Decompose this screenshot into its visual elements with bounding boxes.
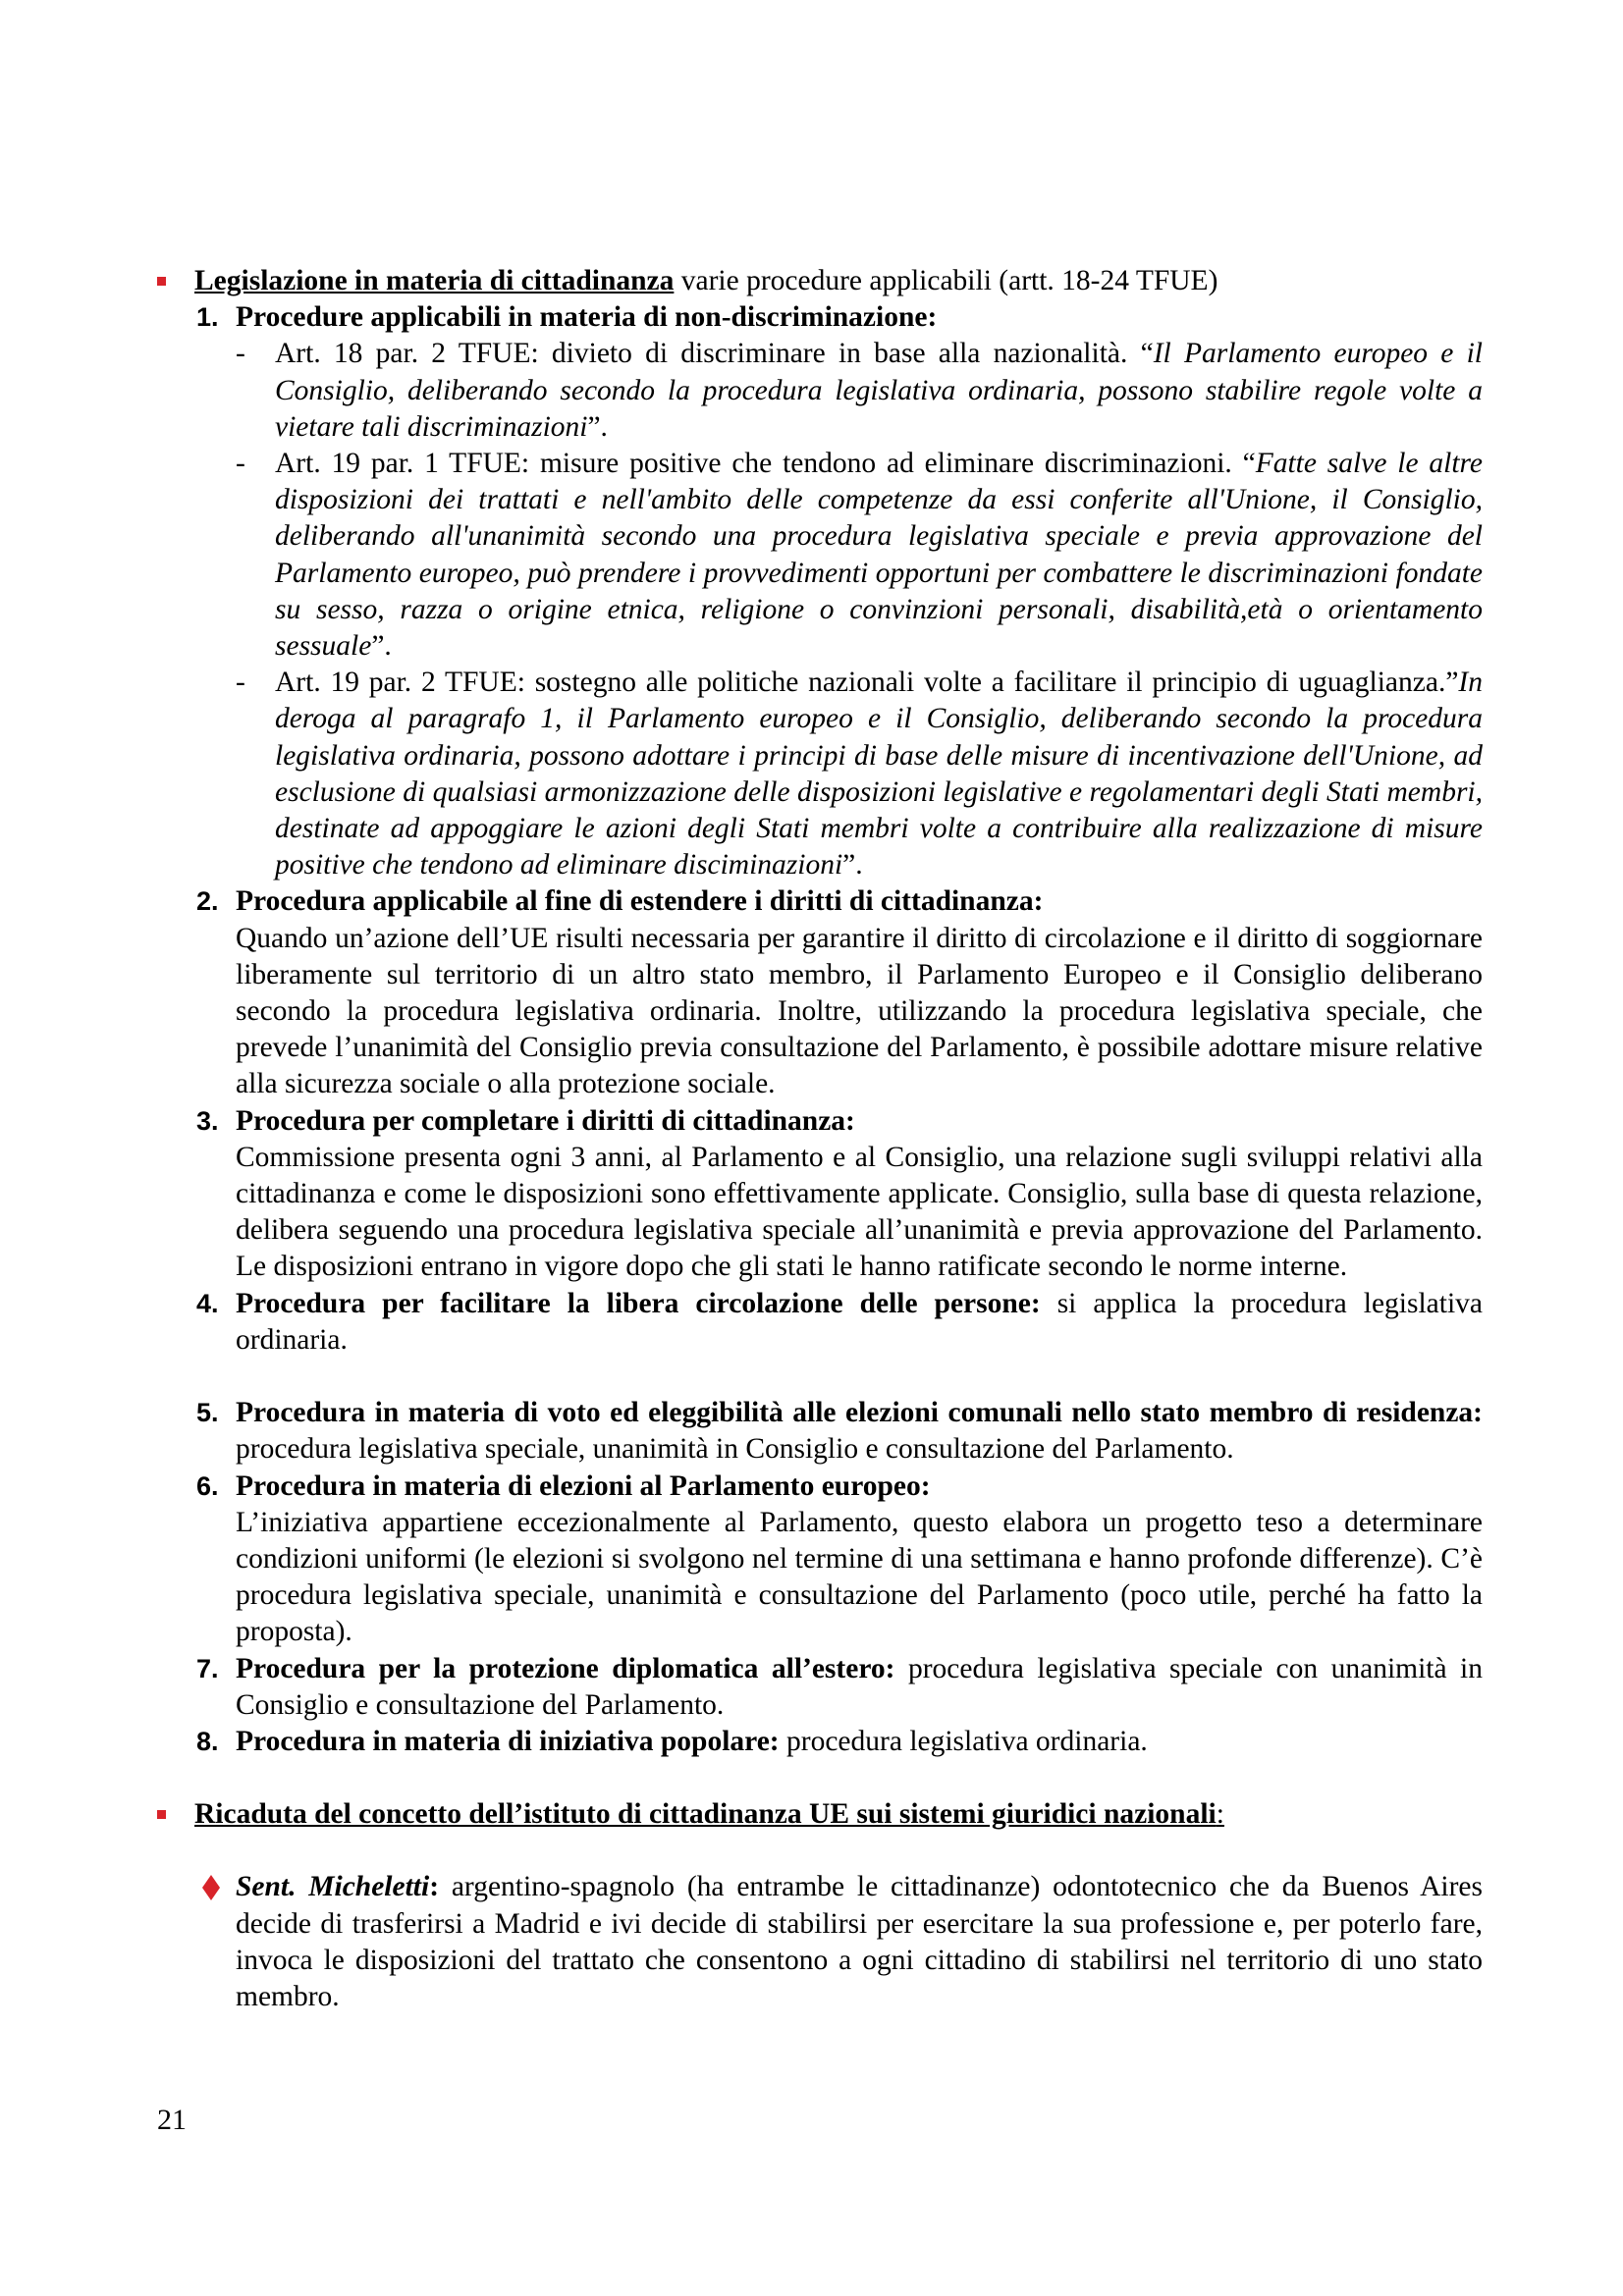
- section-heading: Ricaduta del concetto dell’istituto di cittadinanza UE sui sistemi giuridici nazionali: [194, 1798, 1217, 1831]
- page-number: 21: [157, 2104, 187, 2136]
- diamond-bullet-icon: [196, 1873, 226, 1902]
- case-text: argentino-spagnolo (ha entrambe le cittadinanze) odontotecnico che da Buenos Aires decide di trasferirsi a Madrid e ivi decide di stabilirsi per esercitare la sua professione e, per poterlo fare, invoca le disposizioni del trattato che consentono a ogni cittadino di stabilirsi nel territorio di uno stato membro.: [236, 1871, 1483, 2012]
- item-title: Procedura applicabile al fine di estendere i diritti di cittadinanza:: [236, 885, 1044, 918]
- sub-text: Art. 19 par. 2 TFUE: sostegno alle politiche nazionali volte a facilitare il principio di uguaglianza.”: [275, 667, 1459, 699]
- blank-line: [157, 1760, 1483, 1796]
- quote-end: ”.: [587, 410, 608, 443]
- list-item: [196, 1468, 1483, 1651]
- item-number: 1.: [196, 302, 219, 333]
- list-item: [196, 883, 1483, 1102]
- section-ricaduta: [157, 1796, 1483, 1833]
- list-item: [196, 1286, 1483, 1359]
- blank-line: [157, 1359, 1483, 1395]
- item-number: 4.: [196, 1288, 219, 1318]
- sub-item: [236, 336, 1483, 446]
- item-number: 8.: [196, 1726, 219, 1756]
- item-body: Quando un’azione dell’UE risulti necessaria per garantire il diritto di circolazione e il diritto di soggiornare liberamente sul territorio di un altro stato membro, il Parlamento Europeo e il Consiglio deliberano secondo la procedura legislativa ordinaria. Inoltre, utilizzando la procedura legislativa speciale, che prevede l’unanimità del Consiglio previa consultazione del Parlamento, è possibile adottare misure relative alla sicurezza sociale o alla protezione sociale.: [236, 922, 1483, 1100]
- item-body: procedura legislativa speciale, unanimità in Consiglio e consultazione del Parlamento.: [236, 1433, 1234, 1466]
- case-title: Sent. Micheletti: [236, 1871, 430, 1903]
- item-body: L’iniziativa appartiene eccezionalmente al Parlamento, questo elabora un progetto teso a determinare condizioni uniformi (le elezioni si svolgono nel termine di una settimana e hanno profonde differenze). C’è procedura legislativa speciale, unanimità e consultazione del Parlamento (poco utile, perché ha fatto la proposta).: [236, 1506, 1483, 1648]
- dash-bullet: -: [236, 338, 245, 370]
- item-title: Procedura in materia di voto ed eleggibilità alle elezioni comunali nello stato membro di residenza:: [236, 1397, 1483, 1429]
- square-bullet-icon: [157, 1810, 166, 1819]
- item-body: si applica la procedura legislativa ordinaria.: [236, 1287, 1483, 1356]
- dash-bullet: -: [236, 667, 245, 699]
- sub-text: Art. 19 par. 1 TFUE: misure positive che tendono ad eliminare discriminazioni. “: [275, 448, 1256, 480]
- quote-end: ”.: [842, 849, 863, 881]
- dash-bullet: -: [236, 448, 245, 480]
- heading-colon: :: [1216, 1798, 1224, 1831]
- list-item: [196, 1651, 1483, 1724]
- quote-end: ”.: [371, 630, 392, 663]
- item-title: Procedura per completare i diritti di cittadinanza:: [236, 1104, 855, 1137]
- square-bullet-icon: [157, 277, 166, 286]
- item-number: 5.: [196, 1398, 219, 1428]
- item-title: Procedura in materia di iniziativa popolare:: [236, 1725, 780, 1757]
- case-paragraph: [157, 1869, 1483, 2015]
- quote-text: In deroga al paragrafo 1, il Parlamento europeo e il Consiglio, deliberando secondo la procedura legislativa ordinaria, possono adottare i principi di base delle misure di incentivazione dell'Unione, ad esclusione di qualsiasi armonizzazione delle disposizioni legislative e regolamentari degli Stati membri, destinate ad appoggiare le azioni degli Stati membri volte a contribuire alla realizzazione di misure positive che tendono ad eliminare disciminazioni: [275, 667, 1483, 881]
- sub-item: [236, 446, 1483, 665]
- quote-text: Fatte salve le altre disposizioni dei trattati e nell'ambito delle competenze da essi conferite all'Unione, il Consiglio, deliberando all'unanimità secondo una procedura legislativa speciale e previa approvazione del Parlamento europeo, può prendere i provvedimenti opportuni per combattere le discriminazioni fondate su sesso, razza o origine etnica, religione o convinzioni personali, disabilità,età o orientamento sessuale: [275, 448, 1483, 663]
- item-title: Procedura per facilitare la libera circolazione delle persone:: [236, 1287, 1041, 1319]
- item-title: Procedure applicabili in materia di non-discriminazione:: [236, 301, 938, 334]
- sub-item: [236, 665, 1483, 883]
- list-item: [196, 1395, 1483, 1468]
- list-item: [196, 299, 1483, 336]
- section-cittadinanza: [157, 263, 1483, 299]
- item-number: 3.: [196, 1105, 219, 1136]
- blank-line: [157, 1833, 1483, 1869]
- page-content: [157, 263, 1483, 2015]
- list-item: [196, 1724, 1483, 1760]
- item-number: 6.: [196, 1470, 219, 1501]
- sub-text: Art. 18 par. 2 TFUE: divieto di discriminare in base alla nazionalità. “: [275, 338, 1154, 370]
- section-intro: varie procedure applicabili (artt. 18-24 TFUE): [680, 265, 1218, 296]
- item-title: Procedura in materia di elezioni al Parlamento europeo:: [236, 1469, 931, 1502]
- case-colon: :: [429, 1871, 440, 1903]
- sub-list: [236, 336, 1483, 883]
- item-body: procedura legislativa ordinaria.: [779, 1725, 1148, 1757]
- list-item: [196, 1103, 1483, 1286]
- item-body: procedura legislativa speciale con unanimità in Consiglio e consultazione del Parlamento.: [236, 1652, 1483, 1721]
- item-title: Procedura per la protezione diplomatica all’estero:: [236, 1652, 895, 1684]
- item-number: 7.: [196, 1653, 219, 1683]
- item-body: Commissione presenta ogni 3 anni, al Parlamento e al Consiglio, una relazione sugli sviluppi relativi alla cittadinanza e come le disposizioni sono effettivamente applicate. Consiglio, sulla base di questa relazione, delibera seguendo una procedura legislativa speciale all’unanimità e previa approvazione del Parlamento. Le disposizioni entrano in vigore dopo che gli stati le hanno ratificate secondo le norme interne.: [236, 1141, 1483, 1283]
- quote-text: Il Parlamento europeo e il Consiglio, deliberando secondo la procedura legislativa ordinaria, possono stabilire regole volte a vietare tali discriminazioni: [275, 338, 1483, 443]
- section-heading: Legislazione in materia di cittadinanza: [194, 265, 675, 296]
- item-number: 2.: [196, 886, 219, 917]
